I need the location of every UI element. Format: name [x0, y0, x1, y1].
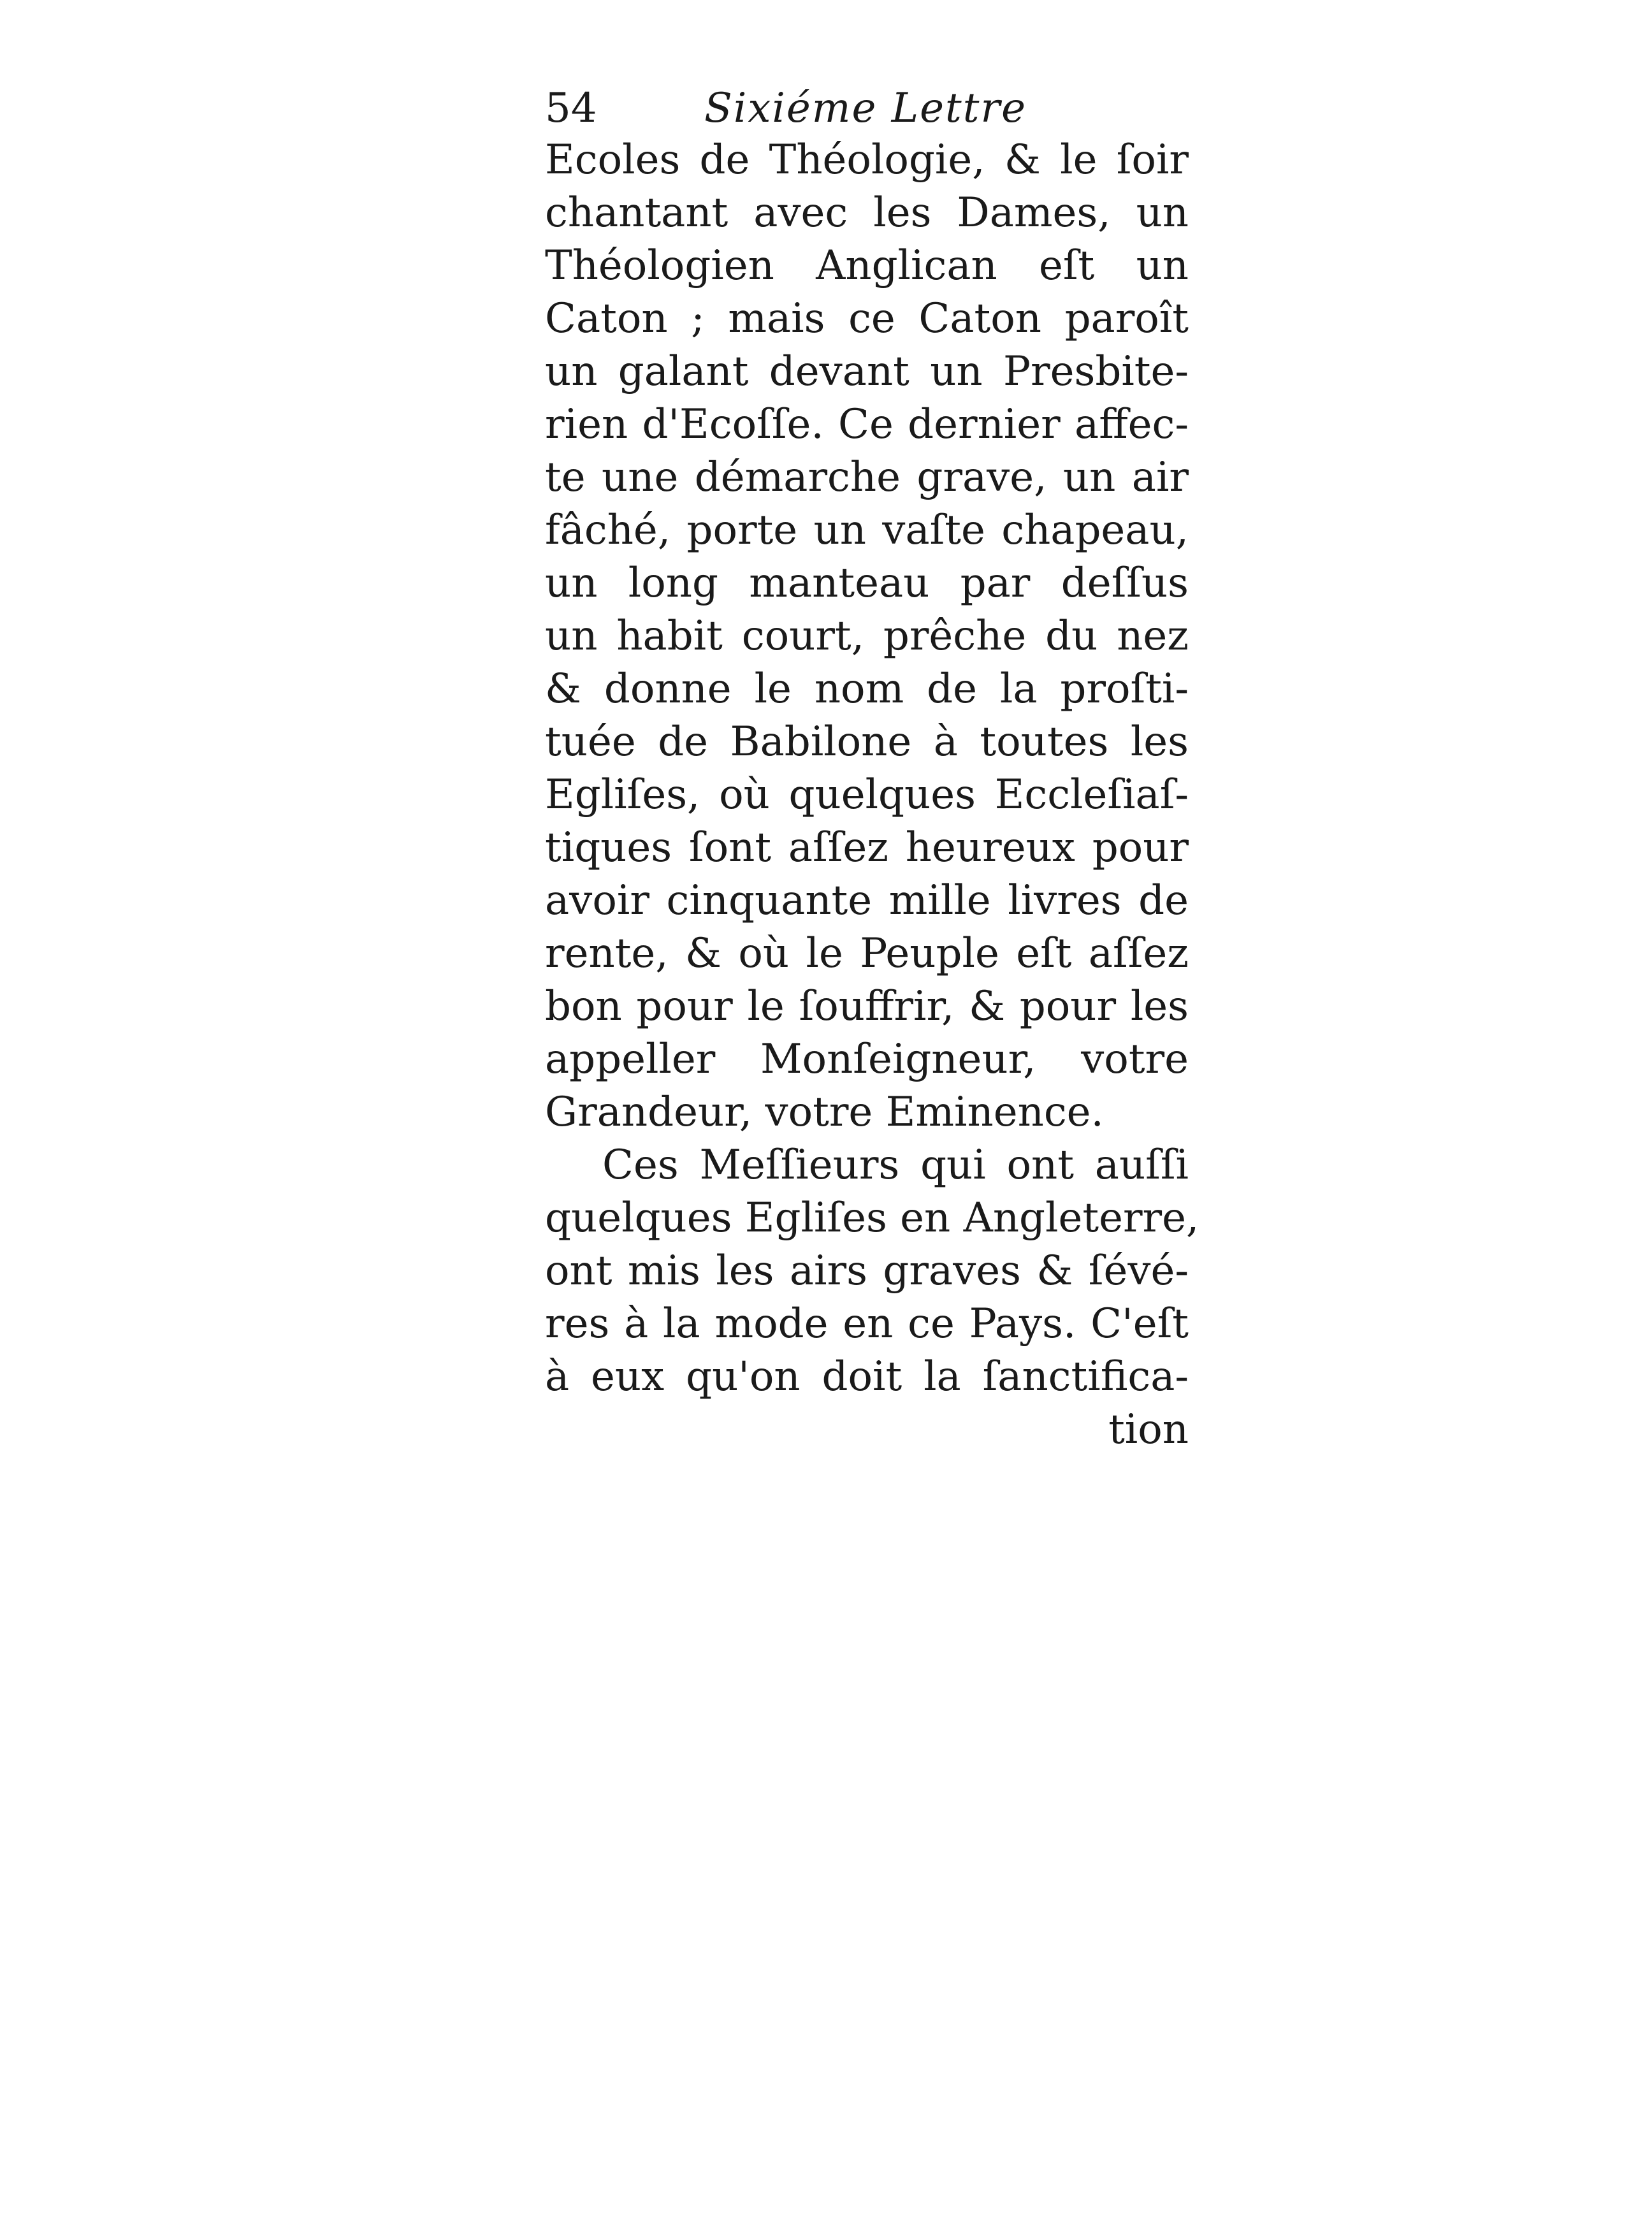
text-line: un galant devant un Presbite-: [545, 348, 1189, 395]
text-line: quelques Egliſes en Angleterre,: [545, 1194, 1199, 1242]
text-line: à eux qu'on doit la ſanctifica-: [545, 1353, 1189, 1400]
page-number: 54: [545, 85, 597, 132]
text-line: Théologien Anglican eſt un: [545, 242, 1189, 289]
text-line: tuée de Babilone à toutes les: [545, 718, 1189, 766]
text-line: ont mis les airs graves & ſévé-: [545, 1247, 1189, 1295]
text-line: avoir cinquante mille livres de: [545, 877, 1189, 924]
text-line: chantant avec les Dames, un: [545, 189, 1189, 236]
catchword: tion: [1108, 1406, 1189, 1453]
text-line: Ecoles de Théologie, & le ſoir: [545, 136, 1189, 184]
text-line: res à la mode en ce Pays. C'eſt: [545, 1300, 1189, 1347]
running-head: [545, 82, 1189, 135]
text-line: fâché, porte un vaſte chapeau,: [545, 507, 1189, 554]
text-line: bon pour le ſouffrir, & pour les: [545, 983, 1189, 1030]
paragraph-first-line: Ces Meſſieurs qui ont auſſi: [602, 1142, 1189, 1189]
running-title: Sixiéme Lettre: [704, 85, 1027, 132]
text-block: [545, 82, 1199, 1456]
text-line: un habit court, prêche du nez: [545, 613, 1189, 660]
text-line: Caton ; mais ce Caton paroît: [545, 295, 1189, 342]
text-line: rien d'Ecoſſe. Ce dernier affec-: [545, 401, 1189, 448]
text-line: un long manteau par deſſus: [545, 560, 1189, 607]
text-line: & donne le nom de la proſti-: [545, 665, 1189, 713]
text-line: Egliſes, où quelques Eccleſiaſ-: [545, 771, 1189, 818]
text-line: appeller Monſeigneur, votre: [545, 1036, 1189, 1083]
body-text: [545, 134, 1199, 1456]
paragraph-last-line: Grandeur, votre Eminence.: [545, 1089, 1104, 1136]
text-line: te une démarche grave, un air: [545, 454, 1189, 501]
text-line: rente, & où le Peuple eſt aſſez: [545, 930, 1189, 977]
text-line: tiques ſont aſſez heureux pour: [545, 824, 1189, 871]
